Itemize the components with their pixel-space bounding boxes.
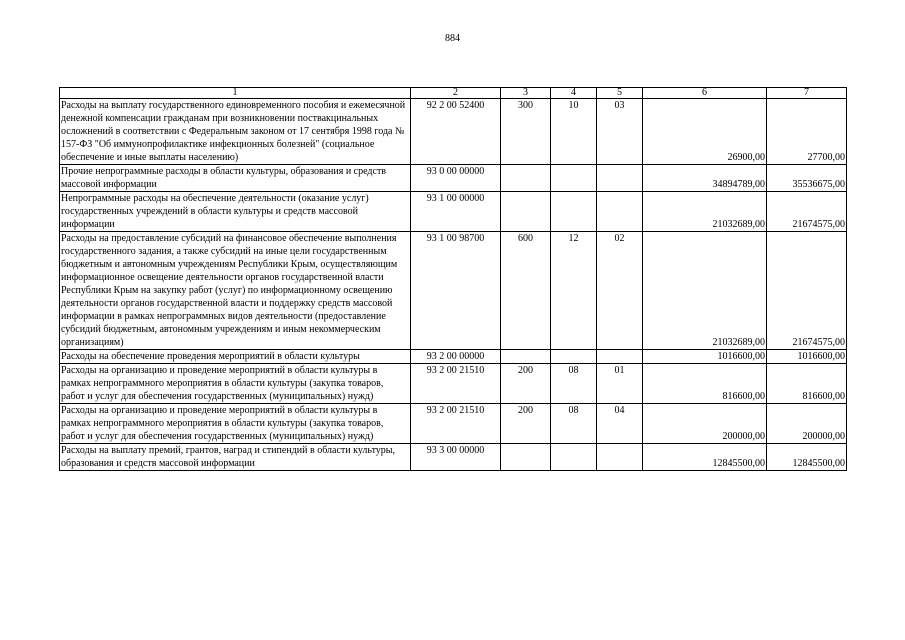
table-row: [60, 99, 847, 165]
subsection-code: 02: [597, 232, 643, 350]
budget-code: 93 2 00 00000: [411, 350, 501, 364]
subsection-code: 04: [597, 404, 643, 444]
amount-col-7: 21674575,00: [767, 192, 847, 232]
budget-code: 93 0 00 00000: [411, 165, 501, 192]
expense-name: Расходы на организацию и проведение мероприятий в области культуры в рамках непрограммного мероприятия в области культуры (закупка товаров, работ и услуг для обеспечения государственных (муниципальных) нужд): [60, 404, 411, 444]
amount-col-6: 21032689,00: [643, 192, 767, 232]
expense-name: Расходы на обеспечение проведения мероприятий в области культуры: [60, 350, 411, 364]
amount-col-6: 26900,00: [643, 99, 767, 165]
expense-type-code: [501, 165, 551, 192]
budget-code: 93 1 00 98700: [411, 232, 501, 350]
amount-col-7: 816600,00: [767, 364, 847, 404]
amount-col-7: 1016600,00: [767, 350, 847, 364]
subsection-code: [597, 165, 643, 192]
section-code: 08: [551, 364, 597, 404]
table-row: [60, 444, 847, 471]
expense-type-code: 200: [501, 364, 551, 404]
section-code: 10: [551, 99, 597, 165]
col-header-1: 1: [60, 88, 411, 99]
table-row: [60, 350, 847, 364]
col-header-7: 7: [767, 88, 847, 99]
table-row: [60, 364, 847, 404]
budget-code: 93 2 00 21510: [411, 404, 501, 444]
expense-name: Расходы на выплату государственного единовременного пособия и ежемесячной денежной компенсации гражданам при возникновении поствакцинальных осложнений в соответствии с Федеральным законом от 17 сентября 1998 года № 157-ФЗ "Об иммунопрофилактике инфекционных болезней" (социальное обеспечение и иные выплаты населению): [60, 99, 411, 165]
section-code: [551, 350, 597, 364]
amount-col-7: 12845500,00: [767, 444, 847, 471]
amount-col-6: 816600,00: [643, 364, 767, 404]
expense-type-code: 200: [501, 404, 551, 444]
header-row: [60, 88, 847, 99]
amount-col-6: 200000,00: [643, 404, 767, 444]
budget-code: 93 2 00 21510: [411, 364, 501, 404]
amount-col-7: 27700,00: [767, 99, 847, 165]
table-row: [60, 232, 847, 350]
expense-type-code: 300: [501, 99, 551, 165]
budget-code: 93 1 00 00000: [411, 192, 501, 232]
amount-col-7: 35536675,00: [767, 165, 847, 192]
expense-type-code: [501, 350, 551, 364]
subsection-code: 03: [597, 99, 643, 165]
amount-col-7: 21674575,00: [767, 232, 847, 350]
section-code: [551, 192, 597, 232]
budget-code: 92 2 00 52400: [411, 99, 501, 165]
expense-name: Расходы на организацию и проведение мероприятий в области культуры в рамках непрограммного мероприятия в области культуры (закупка товаров, работ и услуг для обеспечения государственных (муниципальных) нужд): [60, 364, 411, 404]
expense-name: Прочие непрограммные расходы в области культуры, образования и средств массовой информации: [60, 165, 411, 192]
subsection-code: [597, 444, 643, 471]
expense-type-code: [501, 444, 551, 471]
budget-table: [59, 87, 847, 471]
amount-col-6: 21032689,00: [643, 232, 767, 350]
expense-name: Расходы на выплату премий, грантов, наград и стипендий в области культуры, образования и средств массовой информации: [60, 444, 411, 471]
amount-col-6: 1016600,00: [643, 350, 767, 364]
amount-col-7: 200000,00: [767, 404, 847, 444]
section-code: [551, 165, 597, 192]
subsection-code: [597, 192, 643, 232]
subsection-code: [597, 350, 643, 364]
expense-type-code: [501, 192, 551, 232]
table-row: [60, 165, 847, 192]
table-row: [60, 192, 847, 232]
expense-name: Непрограммные расходы на обеспечение деятельности (оказание услуг) государственных учреждений в области культуры и средств массовой информации: [60, 192, 411, 232]
table-row: [60, 404, 847, 444]
section-code: [551, 444, 597, 471]
col-header-4: 4: [551, 88, 597, 99]
amount-col-6: 12845500,00: [643, 444, 767, 471]
budget-code: 93 3 00 00000: [411, 444, 501, 471]
col-header-6: 6: [643, 88, 767, 99]
col-header-3: 3: [501, 88, 551, 99]
amount-col-6: 34894789,00: [643, 165, 767, 192]
section-code: 08: [551, 404, 597, 444]
col-header-2: 2: [411, 88, 501, 99]
expense-name: Расходы на предоставление субсидий на финансовое обеспечение выполнения государственного задания, а также субсидий на иные цели государственным бюджетным и автономным учреждениям Республики Крым, осуществляющим информационное освещение деятельности органов государственной власти Республики Крым на закупку работ (услуг) по информационному освещению деятельности органов государственной власти и поддержку средств массовой информации в рамках непрограммных видов деятельности (предоставление субсидий бюджетным, автономным учреждениям и иным некоммерческим организациям): [60, 232, 411, 350]
section-code: 12: [551, 232, 597, 350]
expense-type-code: 600: [501, 232, 551, 350]
subsection-code: 01: [597, 364, 643, 404]
page-number: 884: [445, 33, 460, 44]
col-header-5: 5: [597, 88, 643, 99]
